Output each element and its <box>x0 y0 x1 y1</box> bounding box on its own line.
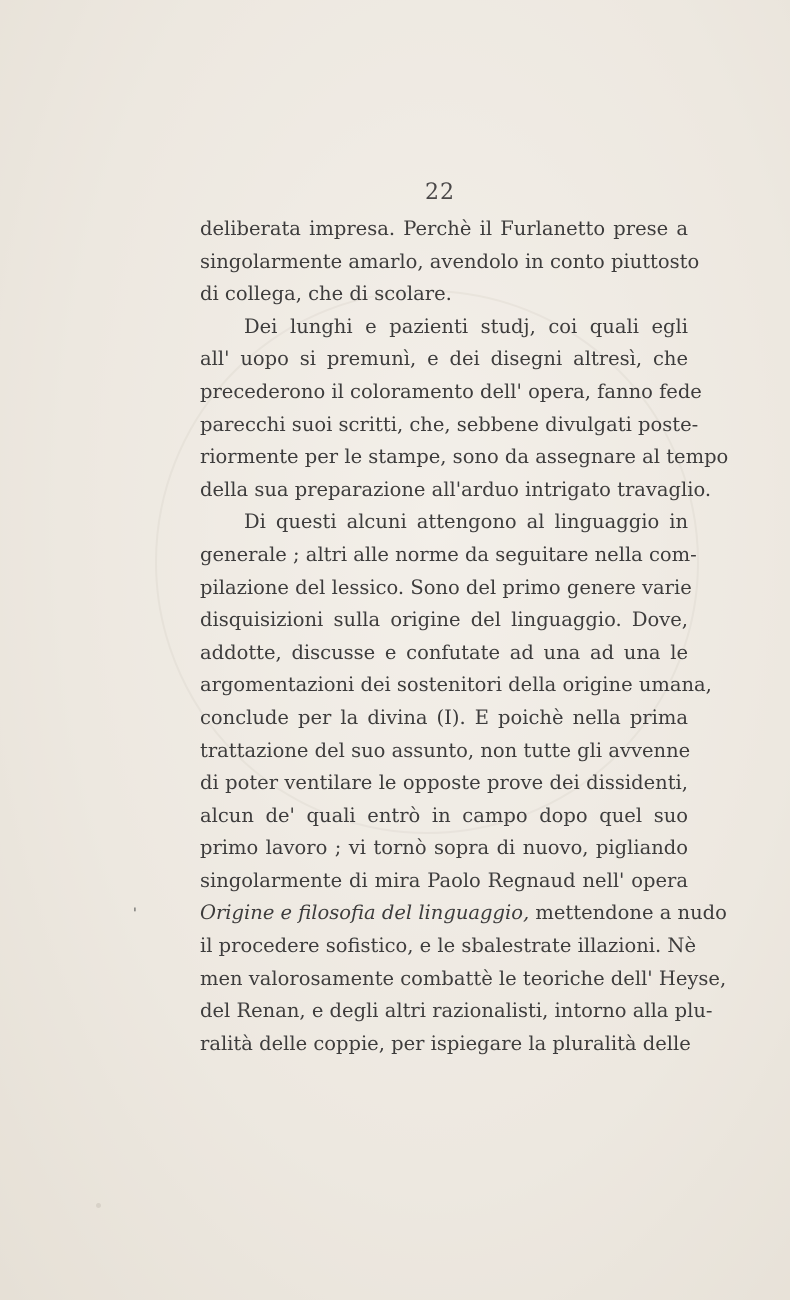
text-line: deliberata impresa. Perchè il Furlanetto prese a <box>200 217 688 240</box>
text-fragment: mettendone a nudo <box>529 901 727 925</box>
text-line: addotte, discusse e confutate ad una ad una le <box>200 640 688 664</box>
margin-mark: ' <box>133 906 137 922</box>
text-line: primo lavoro ; vi tornò sopra di nuovo, pigliando <box>200 836 688 860</box>
text-line-with-title <box>200 897 727 930</box>
paper-spot <box>96 1203 101 1208</box>
text-line: disquisizioni sulla origine del linguaggio. Dove, <box>200 608 688 632</box>
text-line: di collega, che di scolare. <box>200 282 452 306</box>
text-line: men valorosamente combattè le teoriche dell' Heyse, <box>200 966 727 990</box>
text-line: singolarmente di mira Paolo Regnaud nell' opera <box>200 868 688 892</box>
text-line: il procedere sofistico, e le sbalestrate illazioni. Nè <box>200 934 697 958</box>
text-line: all' uopo si premunì, e dei disegni altresì, che <box>200 347 688 371</box>
text-line: alcun de' quali entrò in campo dopo quel suo <box>200 803 688 827</box>
text-line: riormente per le stampe, sono da assegnare al tempo <box>200 445 729 469</box>
text-line: di poter ventilare le opposte prove dei dissidenti, <box>200 771 688 795</box>
text-line: singolarmente amarlo, avendolo in conto piuttosto <box>200 249 700 273</box>
text-line: Di questi alcuni attengono al linguaggio in <box>244 510 688 534</box>
text-line: del Renan, e degli altri razionalisti, intorno alla plu- <box>200 999 713 1023</box>
text-line: Dei lunghi e pazienti studj, coi quali egli <box>244 314 688 338</box>
text-line: conclude per la divina (I). E poichè nella prima <box>200 705 688 729</box>
text-line: ralità delle coppie, per ispiegare la pluralità delle <box>200 1031 691 1055</box>
body-text <box>200 213 729 1060</box>
text-line: precederono il coloramento dell' opera, fanno fede <box>200 379 702 403</box>
text-line: pilazione del lessico. Sono del primo genere varie <box>200 575 692 599</box>
text-line: argomentazioni dei sostenitori della origine umana, <box>200 673 712 697</box>
book-title: Origine e filosofia del linguaggio, <box>200 901 530 925</box>
page-number: 22 <box>425 180 455 205</box>
text-line: trattazione del suo assunto, non tutte gli avvenne <box>200 738 691 762</box>
text-line: parecchi suoi scritti, che, sebbene divulgati poste- <box>200 412 699 436</box>
text-line: della sua preparazione all'arduo intrigato travaglio. <box>200 477 712 501</box>
text-line: generale ; altri alle norme da seguitare nella com- <box>200 542 697 566</box>
